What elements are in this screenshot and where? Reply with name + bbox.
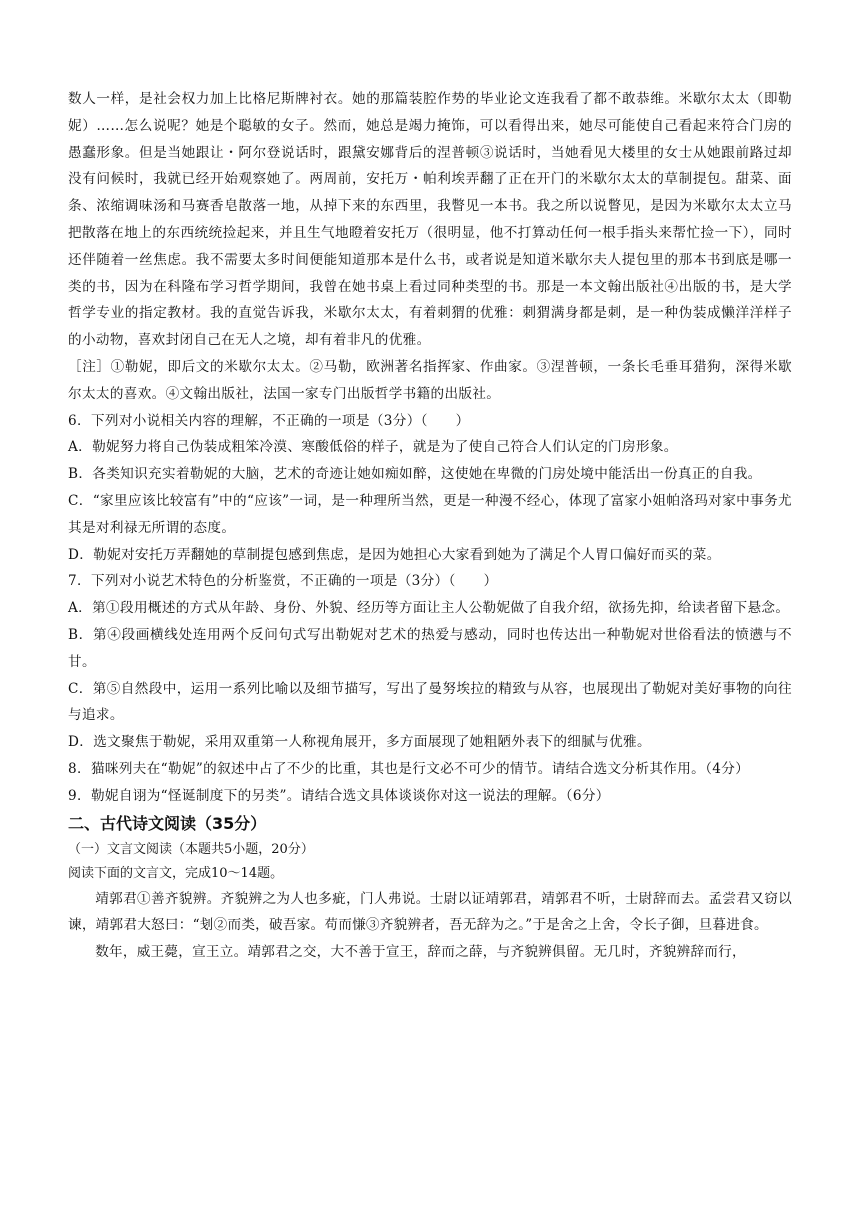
subsection-title: （一）文言文阅读（本题共5小题，20分） (68, 841, 314, 857)
question-6-option-b: B．各类知识充实着勒妮的大脑，艺术的奇迹让她如痴如醉，这使她在卑微的门房处境中能活出一份真正的自我。 (68, 466, 762, 483)
classical-paragraph-1: 靖郭君①善齐貌辨。齐貌辨之为人也多疵，门人弗说。士尉以证靖郭君，靖郭君不听，士尉辞而去。孟尝君又窃以谏，靖郭君大怒曰：“刬②而类，破吾家。苟而慊③齐貌辨者，吾无辞为之。”于是舍之上舍，令长子御，旦暮进食。 (68, 890, 792, 934)
question-7-option-a: A．第①段用概述的方式从年龄、身份、外貌、经历等方面让主人公勒妮做了自我介绍，欲扬先抑，给读者留下悬念。 (68, 600, 790, 617)
document-page (68, 86, 792, 966)
question-9: 9．勒妮自诩为“怪诞制度下的另类”。请结合选文具体谈谈你对这一说法的理解。（6分） (68, 787, 610, 804)
reading-instruction: 阅读下面的文言文，完成10～14题。 (68, 865, 284, 881)
question-7-option-c: C．第⑤自然段中，运用一系列比喻以及细节描写，写出了曼努埃拉的精致与从容，也展现出了勒妮对美好事物的向往与追求。 (68, 680, 792, 724)
section-title: 二、古代诗文阅读（35分） (68, 813, 267, 833)
question-6-option-d: D．勒妮对安托万弄翻她的草制提包感到焦虑，是因为她担心大家看到她为了满足个人胃口偏好而买的菜。 (68, 546, 721, 563)
question-8: 8．猫咪列夫在“勒妮”的叙述中占了不少的比重，其也是行文必不可少的情节。请结合选文分析其作用。（4分） (68, 760, 750, 777)
question-7: 7．下列对小说艺术特色的分析鉴赏，不正确的一项是（3分）（ ） (68, 573, 498, 590)
question-6-option-c: C．“家里应该比较富有”中的“应该”一词，是一种理所当然，更是一种漫不经心，体现了富家小姐帕洛玛对家中事务尤其是对利禄无所谓的态度。 (68, 492, 792, 536)
passage-paragraph: 数人一样，是社会权力加上比格尼斯牌衬衣。她的那篇装腔作势的毕业论文连我看了都不敢恭维。米歇尔太太（即勒妮）……怎么说呢？她是个聪敏的女子。然而，她总是竭力掩饰，可以看得出来，她尽可能使自己看起来符合门房的愚蠢形象。但是当她跟让・阿尔登说话时，跟黛安娜背后的涅普顿③说话时，当她看见大楼里的女士从她跟前路过却没有问候时，我就已经开始观察她了。两周前，安托万・帕利埃弄翻了正在开门的米歇尔太太的草制提包。甜菜、面条、浓缩调味汤和马赛香皂散落一地，从掉下来的东西里，我瞥见一本书。我之所以说瞥见，是因为米歇尔太太立马把散落在地上的东西统统捡起来，并且生气地瞪着安托万（很明显，他不打算动任何一根手指头来帮忙捡一下），同时还伴随着一丝焦虑。我不需要太多时间便能知道那本是什么书，或者说是知道米歇尔夫人提包里的那本书到底是哪一类的书，因为在科隆布学习哲学期间，我曾在她书桌上看过同种类型的书。那是一本文翰出版社④出版的书，是大学哲学专业的指定教材。我的直觉告诉我，米歇尔太太，有着刺猬的优雅：刺猬满身都是刺，是一种伪装成懒洋洋样子的小动物，喜欢封闭自己在无人之境，却有着非凡的优雅。 (68, 91, 792, 349)
classical-paragraph-2: 数年，威王薨，宣王立。靖郭君之交，大不善于宣王，辞而之薛，与齐貌辨俱留。无几时，齐貌辨辞而行， (95, 944, 746, 961)
question-7-option-d: D．选文聚焦于勒妮，采用双重第一人称视角展开，多方面展现了她粗陋外表下的细腻与优雅。 (68, 734, 651, 751)
annotation-note: ［注］①勒妮，即后文的米歇尔太太。②马勒，欧洲著名指挥家、作曲家。③涅普顿，一条长毛垂耳猎狗，深得米歇尔太太的喜欢。④文翰出版社，法国一家专门出版哲学书籍的出版社。 (68, 358, 792, 402)
question-6: 6．下列对小说相关内容的理解，不正确的一项是（3分）（ ） (68, 412, 470, 429)
question-7-option-b: B．第④段画横线处连用两个反问句式写出勒妮对艺术的热爱与感动，同时也传达出一种勒妮对世俗看法的愤懑与不甘。 (68, 626, 792, 670)
question-6-option-a: A．勒妮努力将自己伪装成粗笨冷漠、寒酸低俗的样子，就是为了使自己符合人们认定的门房形象。 (68, 439, 678, 456)
